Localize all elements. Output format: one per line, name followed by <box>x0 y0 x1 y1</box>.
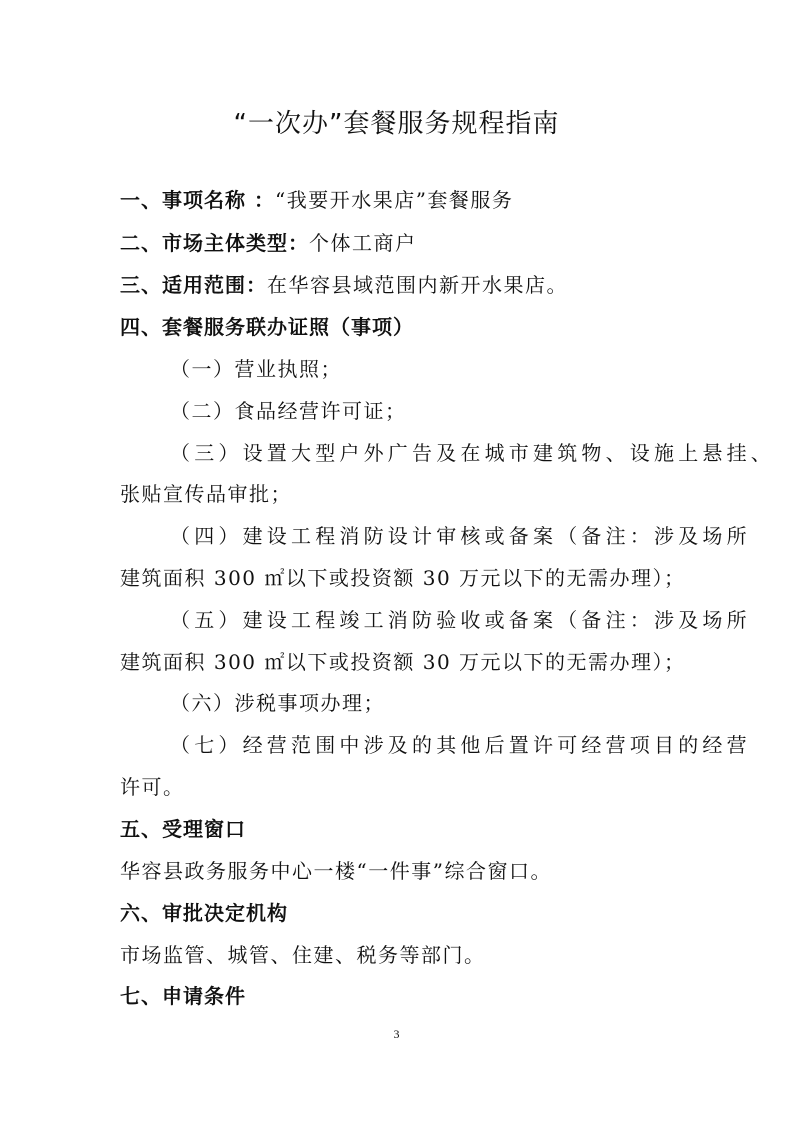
section-text: 市场监管、城管、住建、税务等部门。 <box>120 943 486 967</box>
page-title: “一次办”套餐服务规程指南 <box>233 109 560 139</box>
list-item-continuation: 建筑面积 300 ㎡以下或投资额 30 万元以下的无需办理）； <box>120 566 686 590</box>
section-heading: 五、受理窗口 <box>120 817 246 841</box>
section-text: 个体工商户 <box>309 231 417 255</box>
list-item: （二）食品经营许可证； <box>170 399 407 423</box>
section-heading: 三、适用范围： <box>120 273 267 297</box>
list-item: （三）设置大型户外广告及在城市建筑物、设施上悬挂、 <box>170 441 775 465</box>
list-item: （一）营业执照； <box>170 357 342 381</box>
list-item-continuation: 张贴宣传品审批； <box>120 482 292 506</box>
section-heading: 六、审批决定机构 <box>120 901 288 925</box>
list-item-continuation: 许可。 <box>120 775 185 799</box>
section-item-name <box>120 186 513 214</box>
section-heading: 一、事项名称 ： <box>120 188 275 212</box>
section-heading: 七、申请条件 <box>120 984 246 1008</box>
section-entity-type <box>120 229 417 257</box>
list-item-continuation: 建筑面积 300 ㎡以下或投资额 30 万元以下的无需办理）； <box>120 650 686 674</box>
page-number: 3 <box>393 1027 400 1041</box>
list-item: （六）涉税事项办理； <box>170 691 385 715</box>
section-heading: 四、套餐服务联办证照（事项） <box>120 315 414 339</box>
section-scope <box>120 271 568 299</box>
section-text: 华容县政务服务中心一楼“一件事”综合窗口。 <box>120 859 552 883</box>
list-item: （四）建设工程消防设计审核或备案（备注：涉及场所 <box>170 524 751 548</box>
list-item: （五）建设工程竣工消防验收或备案（备注：涉及场所 <box>170 608 751 632</box>
section-text: 在华容县域范围内新开水果店。 <box>267 273 568 297</box>
section-text: “我要开水果店”套餐服务 <box>274 188 514 212</box>
section-heading: 二、市场主体类型： <box>120 231 309 255</box>
list-item: （七）经营范围中涉及的其他后置许可经营项目的经营 <box>170 733 751 757</box>
